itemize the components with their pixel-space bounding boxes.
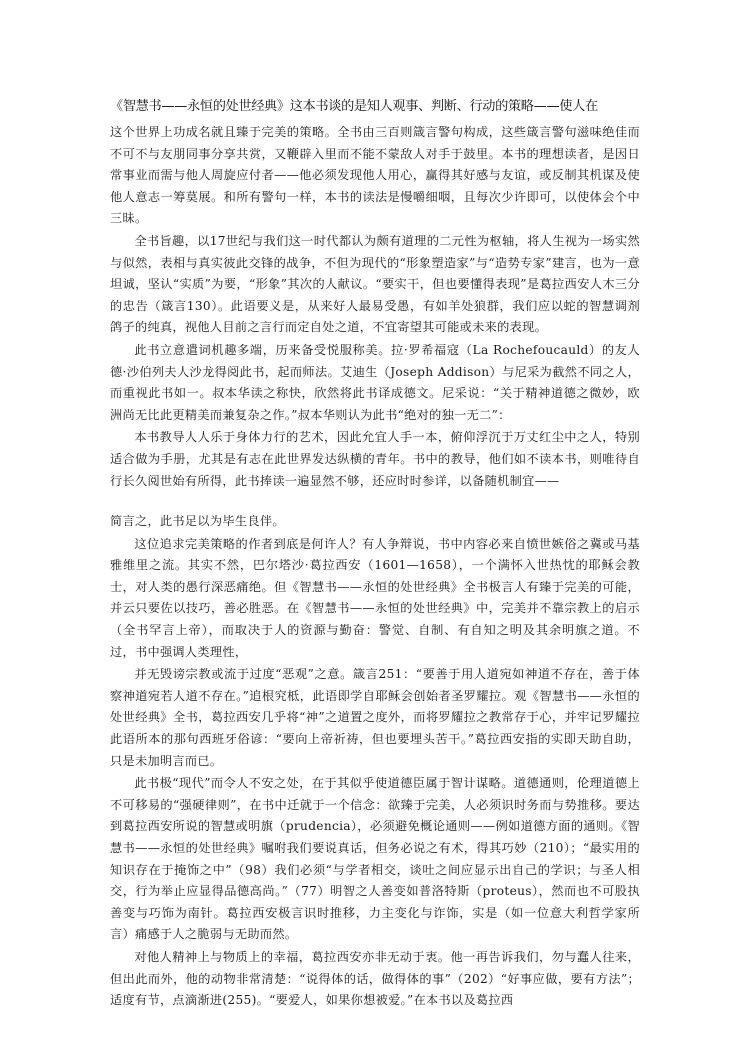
paragraph: 并无毁谤宗教或流于过度“恶观”之意。箴言251：“要善于用人道宛如神道不存在，善于体察神道宛若人道不存在。”追根究柢，此语即学自耶稣会创始者圣罗耀拉。观《智慧书——永恒的处世经典》全书，葛拉西安几乎将“神”之道置之度外，而将罗耀拉之教常存于心，并牢记罗耀拉此语所本的那句西班牙俗谚：“要向上帝祈祷，但也要埋头苦干。”葛拉西安指的实即天助自助，只是未加明言而已。 — [110, 667, 640, 768]
paragraph: 此书立意遣词机趣多端，历来备受悦服称美。拉·罗希福寇（La Rochefoucauld）的友人德·沙伯列夫人沙龙得阅此书，起而师法。艾迪生（Joseph Addison）与尼采为截然不同之人，而重视此书如一。叔本华读之称快，欣然将此书译成德文。尼采说：“关于精神道德之微妙，欧洲尚无比此更精美而兼复杂之作。”叔本华则认为此书“绝对的独一无二”： — [110, 342, 640, 422]
document-body — [110, 122, 640, 1012]
paragraph: 对他人精神上与物质上的幸福，葛拉西安亦非无动于衷。他一再告诉我们，勿与蠢人往来，但出此而外，他的动物非常清楚：“说得体的话，做得体的事”（202）“好事应做，要有方法”；适度有节，点滴渐进(255)。“要爱人，如果你想被爱。”在本书以及葛拉西 — [110, 949, 640, 1008]
document-page — [110, 96, 640, 1013]
paragraph: 此书极“现代”而令人不安之处，在于其似乎使道德臣属于智计谋略。道德通则，伦理道德上不可移易的“强硬律则”，在书中迁就于一个信念：欲臻于完美，人必须识时务而与势推移。要达到葛拉西安所说的智慧或明旗（prudencia），必须避免概论通则——例如道德方面的通则。《智慧书——永恒的处世经典》嘱咐我们要说真话，但务必说之有术，得其巧妙（210）；“最实用的知识存在于掩饰之中”（98）我们必须“与学者相交，谈吐之间应显示出自己的学识；与圣人相交，行为举止应显得品德高尚。”（77）明智之人善变如普洛特斯（proteus），然而也不可股执善变与巧饰为南针。葛拉西安极言识时推移，力主变化与诈饰，实是（如一位意大利哲学家所言）痛感于人之脆弱与无助而然。 — [110, 776, 640, 942]
paragraph: 全书旨趣，以17世纪与我们这一时代都认为颇有道理的二元性为枢轴，将人生视为一场实然与似然，表相与真实彼此交锋的战争，不但为现代的“形象塑造家”与“造势专家”建言，也为一意坦诚，坚认“实质”为要，“形象”其次的人献议。“要实干，但也要懂得表现”是葛拉西安人木三分的忠告（箴言130）。此语要义是，从来好人最易受愚，有如羊处狼群，我们应以蛇的智慧调剂鸽子的纯真，视他人目前之言行而定自处之道，不宜寄望其可能或未来的表现。 — [110, 233, 640, 335]
paragraph: 简言之，此书足以为毕生良伴。 — [110, 514, 285, 529]
paragraph-gap — [110, 493, 640, 511]
paragraph: 这个世界上功成名就且臻于完美的策略。全书由三百则箴言警句构成，这些箴言警句滋味绝佳而不可不与友朋同事分享共赏，又鞭辟入里而不能不蒙敌人对手于鼓里。本书的理想读者，是因日常事业而需与他人周旋应付者——他必须发现他人用心，赢得其好感与友谊，或反制其机谋及使他人意志一筹莫展。和所有警句一样，本书的读法是慢嚼细咽，且每次少许即可，以使体会个中三昧。 — [110, 125, 640, 226]
paragraph: 这位追求完美策略的作者到底是何许人？有人争辩说，书中内容必来自愤世嫉俗之冀或马基雅维里之流。其实不然，巴尔塔沙·葛拉西安（1601—1658），一个满怀入世热忱的耶稣会教士，对人类的愚行深恶痛绝。但《智慧书——永恒的处世经典》全书极言人有臻于完美的可能，并云只要佐以技巧，善必胜恶。在《智慧书——永恒的处世经典》中，完美并不靠宗教上的启示（全书罕言上帝），而取决于人的资源与勤奋：警觉、自制、有自知之明及其余明旗之道。不过，书中强调人类理性， — [110, 536, 640, 659]
page-heading: 《智慧书——永恒的处世经典》这本书谈的是知人观事、判断、行动的策略——使人在 — [110, 99, 598, 114]
paragraph: 本书教导人人乐于身体力行的艺术，因此允宜人手一本，俯仰浮沉于万丈红尘中之人，特别适合做为手册，尤其是有志在此世界发达纵横的青年。书中的教导，他们如不读本书，则唯待自行长久阅世始有所得，此书捧读一遍显然不够，还应时时参详，以备随机制宜—— — [110, 430, 640, 488]
